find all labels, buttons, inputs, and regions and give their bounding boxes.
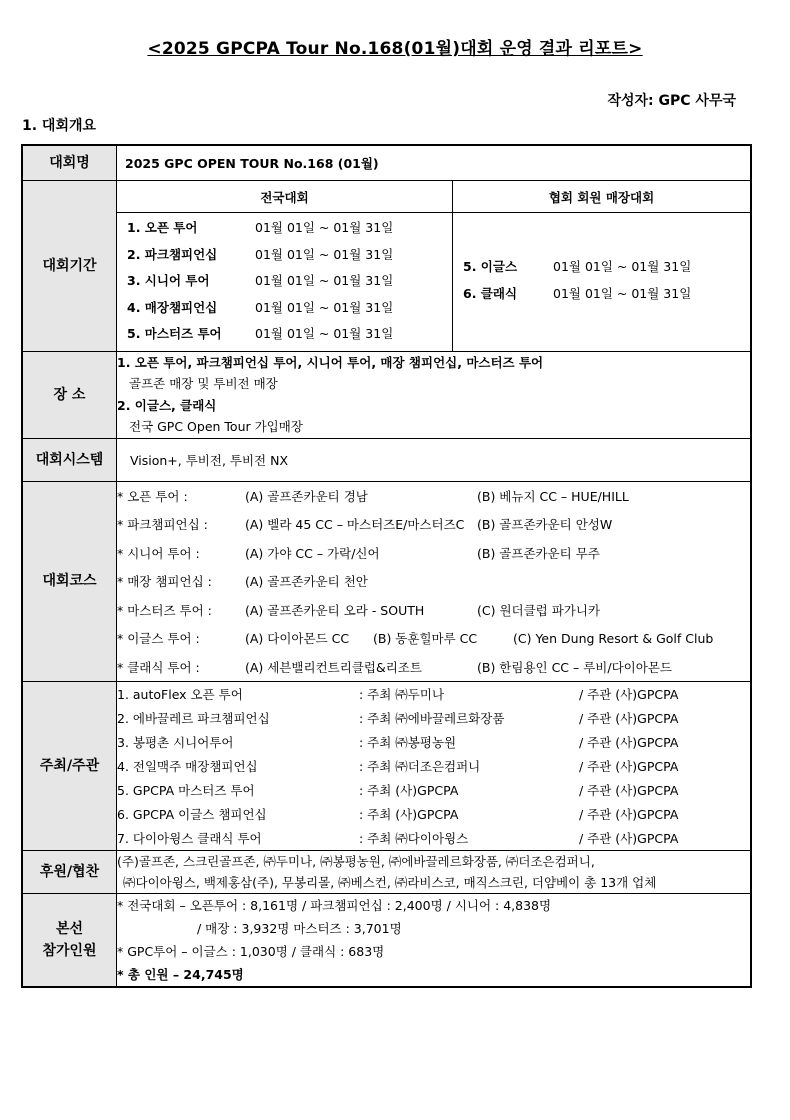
course-tour: * 시니어 투어 : bbox=[117, 545, 200, 561]
period-subtable bbox=[117, 181, 750, 351]
venue-line: 2. 이글스, 클래식 bbox=[117, 397, 217, 413]
venue-line: 골프존 매장 및 투비전 매장 bbox=[129, 376, 278, 391]
host-event: 5. GPCPA 마스터즈 투어 bbox=[117, 783, 255, 798]
host-row bbox=[117, 706, 750, 730]
period-date: 01월 01일 ~ 01월 31일 bbox=[255, 326, 394, 342]
label-course: 대회코스 bbox=[22, 481, 117, 682]
course-tour: * 클래식 투어 : bbox=[117, 659, 200, 675]
period-name: 5. 이글스 bbox=[463, 259, 518, 275]
label-name: 대회명 bbox=[22, 145, 117, 181]
host-row bbox=[117, 802, 750, 826]
course-a: (A) 다이아몬드 CC bbox=[245, 631, 350, 647]
label-attendance bbox=[22, 894, 117, 988]
course-tour: * 오픈 투어 : bbox=[117, 488, 188, 504]
course-row bbox=[117, 510, 750, 539]
course-b: (B) 베뉴지 CC – HUE/HILL bbox=[477, 488, 629, 504]
row-period bbox=[22, 181, 751, 352]
course-b: (B) 골프존카운티 안성W bbox=[477, 517, 613, 533]
course-a2: (B) 동훈힐마루 CC bbox=[373, 631, 478, 647]
course-row bbox=[117, 567, 750, 596]
course-a: (A) 벨라 45 CC – 마스터즈E/마스터즈C bbox=[245, 517, 465, 533]
period-cell bbox=[117, 181, 752, 352]
label-sponsor: 후원/협찬 bbox=[22, 851, 117, 894]
host-organizer: : 주최 ㈜에바끌레르화장품 bbox=[359, 711, 505, 726]
attendance-total: * 총 인원 – 24,745명 bbox=[117, 967, 244, 982]
period-date: 01월 01일 ~ 01월 31일 bbox=[553, 285, 692, 301]
period-name: 6. 클래식 bbox=[463, 285, 518, 301]
period-name: 4. 매장챔피언십 bbox=[127, 299, 218, 315]
host-organizer: : 주최 ㈜더조은컴퍼니 bbox=[359, 759, 481, 774]
host-organizer: : 주최 (사)GPCPA bbox=[359, 783, 459, 798]
sponsor-line: ㈜다이아윙스, 백제홍삼(주), 무봉리몰, ㈜베스컨, ㈜라비스코, 매직스크린, 더얌베이 총 13개 업체 bbox=[123, 875, 657, 890]
national-list bbox=[117, 213, 453, 351]
host-organizer: : 주최 ㈜다이아윙스 bbox=[359, 831, 469, 846]
host-event: 2. 에바끌레르 파크챔피언십 bbox=[117, 711, 270, 726]
host-row bbox=[117, 778, 750, 802]
course-a: (A) 골프존카운티 오라 - SOUTH bbox=[245, 602, 425, 618]
host-organizer: : 주최 ㈜두미나 bbox=[359, 687, 445, 702]
label-system: 대회시스템 bbox=[22, 438, 117, 481]
period-row bbox=[117, 267, 452, 294]
period-row bbox=[117, 214, 452, 241]
host-operator: / 주관 (사)GPCPA bbox=[579, 783, 679, 798]
national-header: 전국대회 bbox=[117, 181, 453, 213]
course-b: (C) 원더클럽 파가니카 bbox=[477, 602, 601, 618]
period-date: 01월 01일 ~ 01월 31일 bbox=[255, 220, 394, 236]
host-row bbox=[117, 730, 750, 754]
period-date: 01월 01일 ~ 01월 31일 bbox=[255, 299, 394, 315]
host-row bbox=[117, 754, 750, 778]
course-row bbox=[117, 653, 750, 682]
period-date: 01월 01일 ~ 01월 31일 bbox=[553, 259, 692, 275]
course-b: (C) Yen Dung Resort & Golf Club bbox=[513, 630, 714, 646]
label-host: 주최/주관 bbox=[22, 682, 117, 851]
report-title: <2025 GPCPA Tour No.168(01월)대회 운영 결과 리포트> bbox=[147, 39, 643, 59]
host-row bbox=[117, 826, 750, 850]
venue-cell bbox=[117, 351, 752, 438]
sponsor-line: (주)골프존, 스크린골프존, ㈜두미나, ㈜봉평농원, ㈜에바끌레르화장품, ㈜더조은컴퍼니, bbox=[117, 854, 595, 869]
host-event: 6. GPCPA 이글스 챔피언십 bbox=[117, 807, 267, 822]
row-sponsor bbox=[22, 851, 751, 894]
host-event: 4. 전일맥주 매장챔피언십 bbox=[117, 759, 258, 774]
member-list bbox=[453, 213, 751, 351]
row-course bbox=[22, 481, 751, 682]
attendance-cell bbox=[117, 894, 752, 988]
course-tour: * 파크챔피언십 : bbox=[117, 517, 208, 533]
row-name bbox=[22, 145, 751, 181]
venue-line: 전국 GPC Open Tour 가입매장 bbox=[129, 419, 303, 434]
host-event: 3. 봉평촌 시니어투어 bbox=[117, 735, 234, 750]
host-organizer: : 주최 ㈜봉평농원 bbox=[359, 735, 457, 750]
row-host bbox=[22, 682, 751, 851]
host-operator: / 주관 (사)GPCPA bbox=[579, 735, 679, 750]
row-venue bbox=[22, 351, 751, 438]
period-name: 1. 오픈 투어 bbox=[127, 220, 198, 236]
label-attendance-2: 참가인원 bbox=[42, 943, 97, 959]
period-name: 2. 파크챔피언십 bbox=[127, 246, 218, 262]
period-row bbox=[453, 253, 750, 280]
host-event: 1. autoFlex 오픈 투어 bbox=[117, 687, 243, 702]
course-a: (A) 가야 CC – 가락/신어 bbox=[245, 545, 380, 561]
overview-table bbox=[21, 144, 752, 988]
course-a: (A) 골프존카운티 경남 bbox=[245, 488, 368, 504]
label-venue: 장 소 bbox=[22, 351, 117, 438]
label-attendance-1: 본선 bbox=[55, 921, 84, 937]
system-value: Vision+, 투비전, 투비전 NX bbox=[117, 438, 752, 481]
course-b: (B) 골프존카운티 무주 bbox=[477, 545, 600, 561]
course-b: (B) 한림용인 CC – 루비/다이아몬드 bbox=[477, 659, 672, 675]
course-a: (A) 골프존카운티 천안 bbox=[245, 574, 368, 590]
host-cell bbox=[117, 682, 752, 851]
host-operator: / 주관 (사)GPCPA bbox=[579, 759, 679, 774]
course-row bbox=[117, 624, 750, 653]
course-a: (A) 세븐밸리컨트리클럽&리조트 bbox=[245, 659, 422, 675]
course-tour: * 이글스 투어 : bbox=[117, 631, 200, 647]
course-row bbox=[117, 482, 750, 511]
period-name: 5. 마스터즈 투어 bbox=[127, 326, 222, 342]
host-operator: / 주관 (사)GPCPA bbox=[579, 807, 679, 822]
label-period: 대회기간 bbox=[22, 181, 117, 352]
course-tour: * 마스터즈 투어 : bbox=[117, 602, 212, 618]
course-tour: * 매장 챔피언십 : bbox=[117, 574, 212, 590]
period-row bbox=[453, 280, 750, 307]
attendance-line: * 전국대회 – 오픈투어 : 8,161명 / 파크챔피언십 : 2,400명 / 시니어 : 4,838명 bbox=[117, 898, 552, 913]
course-row bbox=[117, 596, 750, 625]
attendance-line: * GPC투어 – 이글스 : 1,030명 / 클래식 : 683명 bbox=[117, 944, 385, 959]
author-line: 작성자: GPC 사무국 bbox=[607, 93, 736, 109]
host-event: 7. 다이아윙스 클래식 투어 bbox=[117, 831, 262, 846]
period-row bbox=[117, 241, 452, 268]
section-heading: 1. 대회개요 bbox=[22, 118, 97, 134]
period-date: 01월 01일 ~ 01월 31일 bbox=[255, 246, 394, 262]
period-row bbox=[117, 320, 452, 347]
row-attendance bbox=[22, 894, 751, 988]
sponsor-cell bbox=[117, 851, 752, 894]
row-system bbox=[22, 438, 751, 481]
period-name: 3. 시니어 투어 bbox=[127, 273, 210, 289]
host-operator: / 주관 (사)GPCPA bbox=[579, 831, 679, 846]
host-organizer: : 주최 (사)GPCPA bbox=[359, 807, 459, 822]
course-cell bbox=[117, 481, 752, 682]
course-row bbox=[117, 539, 750, 568]
tournament-name: 2025 GPC OPEN TOUR No.168 (01월) bbox=[117, 145, 752, 181]
member-header: 협회 회원 매장대회 bbox=[453, 181, 751, 213]
host-operator: / 주관 (사)GPCPA bbox=[579, 711, 679, 726]
host-operator: / 주관 (사)GPCPA bbox=[579, 687, 679, 702]
period-row bbox=[117, 294, 452, 321]
attendance-line: / 매장 : 3,932명 마스터즈 : 3,701명 bbox=[197, 921, 402, 936]
period-date: 01월 01일 ~ 01월 31일 bbox=[255, 273, 394, 289]
venue-line: 1. 오픈 투어, 파크챔피언십 투어, 시니어 투어, 매장 챔피언십, 마스터즈 투어 bbox=[117, 354, 544, 370]
host-row bbox=[117, 682, 750, 706]
